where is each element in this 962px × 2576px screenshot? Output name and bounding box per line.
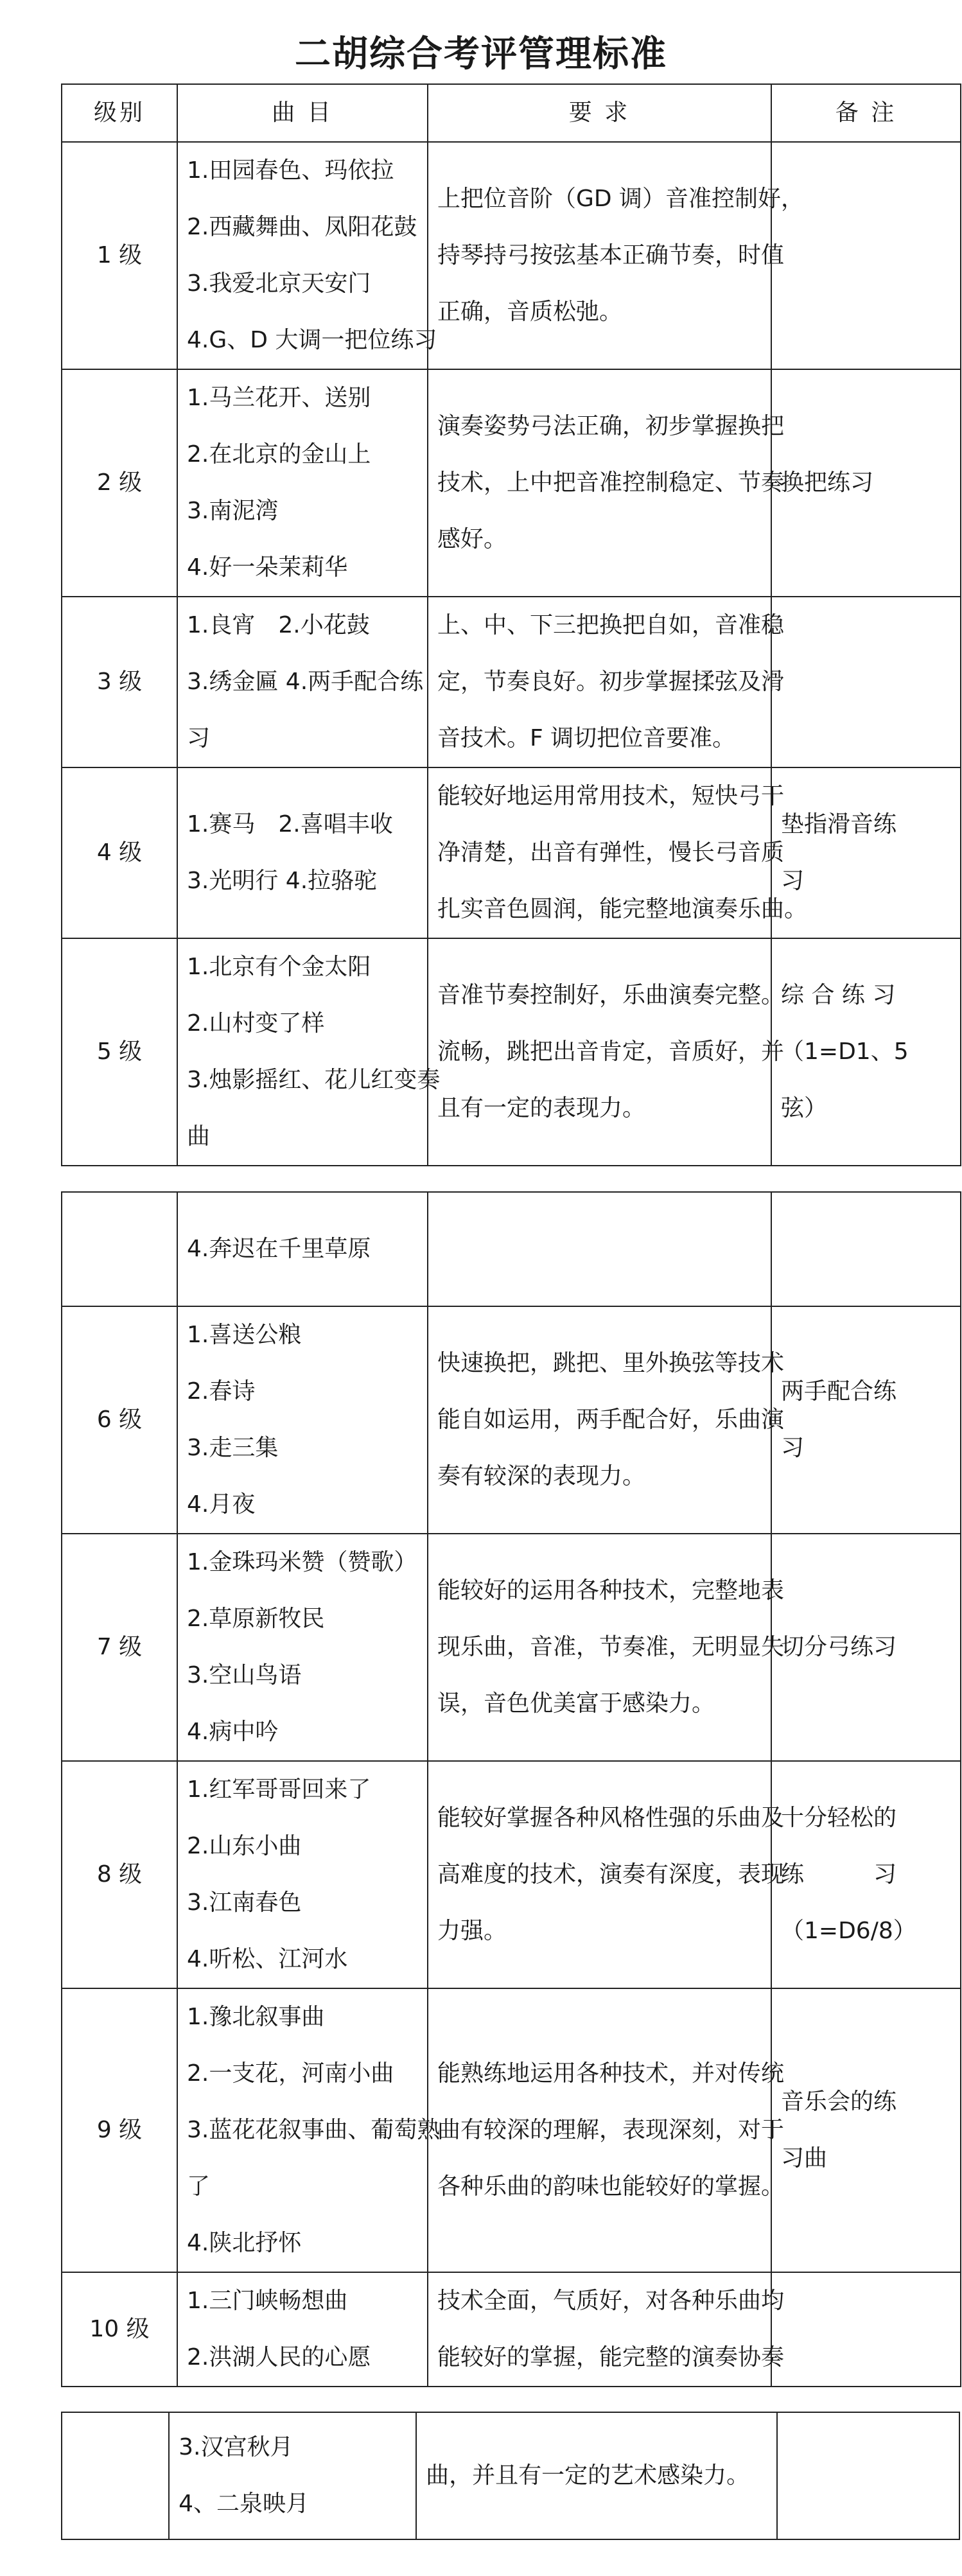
notes-cell [771,1534,961,1761]
level-cell [62,2412,169,2539]
requirement-line: 且有一定的表现力。 [437,1095,646,1121]
requirement-line: 能熟练地运用各种技术，并对传统 [437,2060,785,2087]
note-line: 换把练习 [781,469,874,496]
requirement-line: 扎实音色圆润，能完整地演奏乐曲。 [437,896,808,922]
requirement-line: 能较好的运用各种技术，完整地表 [437,1577,785,1604]
level-cell: 4 级 [62,767,177,938]
piece-line: 3.走三集 [187,1435,279,1461]
pieces-cell [177,1306,428,1534]
piece-line: 4、二泉映月 [179,2491,310,2517]
piece-line: 1.良宵 2.小花鼓 [187,612,370,638]
level-cell: 9 级 [62,1988,177,2272]
pieces-cell [177,1761,428,1988]
requirement-line: 高难度的技术，演奏有深度，表现 [437,1861,785,1888]
table-row [62,938,961,1166]
requirement-line: 能较好掌握各种风格性强的乐曲及 [437,1805,785,1831]
header-requirements: 要 求 [428,84,771,142]
piece-line: 1.豫北叙事曲 [187,2004,325,2030]
piece-line: 4.奔迟在千里草原 [187,1236,371,1262]
piece-line: 1.北京有个金太阳 [187,954,371,980]
piece-line: 了 [187,2173,211,2200]
requirement-line: 奏有较深的表现力。 [437,1463,646,1489]
requirement-line: 误，音色优美富于感染力。 [437,1690,715,1717]
notes-cell [771,142,961,369]
piece-line: 曲 [187,1123,211,1150]
requirement-line: 能较好的掌握，能完整的演奏协奏 [437,2344,785,2370]
requirements-cell [416,2412,777,2539]
piece-line: 1.赛马 2.喜唱丰收 [187,811,393,837]
piece-line: 4.听松、江河水 [187,1946,348,1972]
piece-line: 1.马兰花开、送别 [187,385,371,411]
piece-line: 2.山村变了样 [187,1010,325,1037]
page-title: 二胡综合考评管理标准 [295,33,667,75]
table-row [62,369,961,597]
piece-line: 2.洪湖人民的心愿 [187,2344,371,2370]
pieces-cell [177,2272,428,2387]
piece-line: 3.光明行 4.拉骆驼 [187,868,378,894]
pieces-cell [177,369,428,597]
notes-cell [771,369,961,597]
requirements-cell [428,938,785,1166]
level-cell: 5 级 [62,938,177,1166]
notes-cell [771,597,961,767]
table-row [62,1306,961,1534]
header-notes: 备 注 [771,84,961,142]
notes-cell [777,2412,959,2539]
requirement-line: 能自如运用，两手配合好，乐曲演 [437,1406,785,1433]
level-cell [62,1192,177,1306]
piece-line: 3.空山鸟语 [187,1662,302,1688]
table-row [62,597,961,767]
piece-line: 3.绣金匾 4.两手配合练 [187,669,424,695]
requirement-line: 定，节奏良好。初步掌握揉弦及滑 [437,669,785,695]
pieces-cell [177,767,428,938]
piece-line: 3.蓝花花叙事曲、葡萄熟 [187,2117,441,2143]
pieces-cell [177,1192,428,1306]
pieces-cell [177,142,437,369]
piece-line: 3.我爱北京天安门 [187,270,371,297]
requirement-line: 流畅，跳把出音肯定，音质好，并 [437,1038,785,1065]
level-cell: 7 级 [62,1534,177,1761]
table-row [62,2412,959,2539]
note-line: 练 习 [781,1861,897,1888]
requirements-cell [428,1306,785,1534]
table-row [62,1534,961,1761]
requirement-line: 技术，上中把音准控制稳定、节奏 [437,469,785,496]
requirement-line: 感好。 [437,526,507,552]
piece-line: 2.春诗 [187,1378,256,1405]
piece-line: 1.三门峡畅想曲 [187,2288,348,2314]
grade-table-part-3 [61,2412,960,2540]
requirement-line: 快速换把，跳把、里外换弦等技术 [437,1350,785,1376]
notes-cell [771,1306,961,1534]
requirement-line: 音技术。F 调切把位音要准。 [437,725,736,751]
note-line: （1=D6/8） [781,1918,916,1944]
notes-cell [771,1192,961,1306]
pieces-cell [177,938,441,1166]
note-line: 切分弓练习 [781,1634,897,1660]
piece-line: 2.一支花，河南小曲 [187,2060,394,2087]
requirements-cell [428,1988,785,2272]
piece-line: 4.陕北抒怀 [187,2230,302,2256]
requirements-cell [428,1534,785,1761]
piece-line: 2.山东小曲 [187,1833,302,1859]
requirement-line: 曲，并且有一定的艺术感染力。 [426,2462,750,2489]
requirement-line: 曲有较深的理解，表现深刻，对于 [437,2117,785,2143]
requirements-cell [428,369,785,597]
piece-line: 1.田园春色、玛依拉 [187,157,394,184]
piece-line: 4.好一朵茉莉华 [187,554,348,581]
notes-cell [771,1988,961,2272]
piece-line: 3.烛影摇红、花儿红变奏 [187,1067,441,1093]
requirement-line: 各种乐曲的韵味也能较好的掌握。 [437,2173,785,2200]
note-line: 十分轻松的 [781,1805,897,1831]
note-line: 弦） [781,1095,828,1121]
level-cell: 6 级 [62,1306,177,1534]
table-row [62,767,961,938]
piece-line: 4.月夜 [187,1491,256,1518]
piece-line: 习 [187,725,211,751]
table-row [62,2272,961,2387]
table-row [62,1988,961,2272]
pieces-cell [177,1988,441,2272]
requirement-line: 持琴持弓按弦基本正确节奏，时值 [437,242,785,268]
piece-line: 4.病中吟 [187,1719,279,1745]
requirement-line: 力强。 [437,1918,507,1944]
pieces-cell [169,2412,416,2539]
notes-cell [771,938,961,1166]
requirement-line: 技术全面，气质好，对各种乐曲均 [437,2288,785,2314]
grade-table-part-1 [61,83,961,1166]
requirement-line: 上、中、下三把换把自如，音准稳 [437,612,785,638]
piece-line: 2.西藏舞曲、凤阳花鼓 [187,214,417,240]
table-header-row [62,84,961,142]
requirements-cell [428,767,808,938]
level-cell: 2 级 [62,369,177,597]
piece-line: 2.草原新牧民 [187,1606,325,1632]
pieces-cell [177,1534,428,1761]
requirements-cell [428,1761,785,1988]
piece-line: 2.在北京的金山上 [187,441,371,468]
piece-line: 3.南泥湾 [187,498,279,524]
note-line: 两手配合练 [781,1378,897,1405]
requirement-line: 演奏姿势弓法正确，初步掌握换把 [437,413,785,439]
requirements-cell [428,142,805,369]
note-line: 习曲 [781,2145,828,2171]
level-cell: 1 级 [62,142,177,369]
requirements-cell [428,2272,785,2387]
piece-line: 1.喜送公粮 [187,1322,302,1348]
requirement-line: 上把位音阶（GD 调）音准控制好， [437,186,805,212]
notes-cell [771,1761,961,1988]
requirement-line: 现乐曲，音准，节奏准，无明显失 [437,1634,785,1660]
pieces-cell [177,597,428,767]
note-line: （1=D1、5 [781,1038,909,1065]
requirement-line: 能较好地运用常用技术，短快弓干 [437,783,785,809]
note-line: 习 [781,1435,805,1461]
piece-line: 3.江南春色 [187,1889,302,1916]
piece-line: 4.G、D 大调一把位练习 [187,327,437,353]
header-level: 级别 [62,84,177,142]
level-cell: 3 级 [62,597,177,767]
note-line: 习 [781,868,805,894]
requirement-line: 音准节奏控制好，乐曲演奏完整。 [437,982,785,1008]
level-cell: 8 级 [62,1761,177,1988]
note-line: 音乐会的练 [781,2089,897,2115]
note-line: 垫指滑音练 [781,811,897,837]
requirements-cell [428,1192,771,1306]
piece-line: 1.红军哥哥回来了 [187,1776,371,1803]
grade-table-part-2 [61,1191,961,2387]
piece-line: 3.汉宫秋月 [179,2434,293,2460]
requirement-line: 正确，音质松弛。 [437,299,623,325]
piece-line: 1.金珠玛米赞（赞歌） [187,1549,417,1575]
requirements-cell [428,597,785,767]
notes-cell [771,2272,961,2387]
note-line: 综 合 练 习 [781,982,896,1008]
level-cell: 10 级 [62,2272,177,2387]
table-row [62,1761,961,1988]
header-pieces: 曲 目 [177,84,428,142]
requirement-line: 净清楚，出音有弹性，慢长弓音质 [437,839,785,866]
table-row [62,142,961,369]
table-row [62,1192,961,1306]
